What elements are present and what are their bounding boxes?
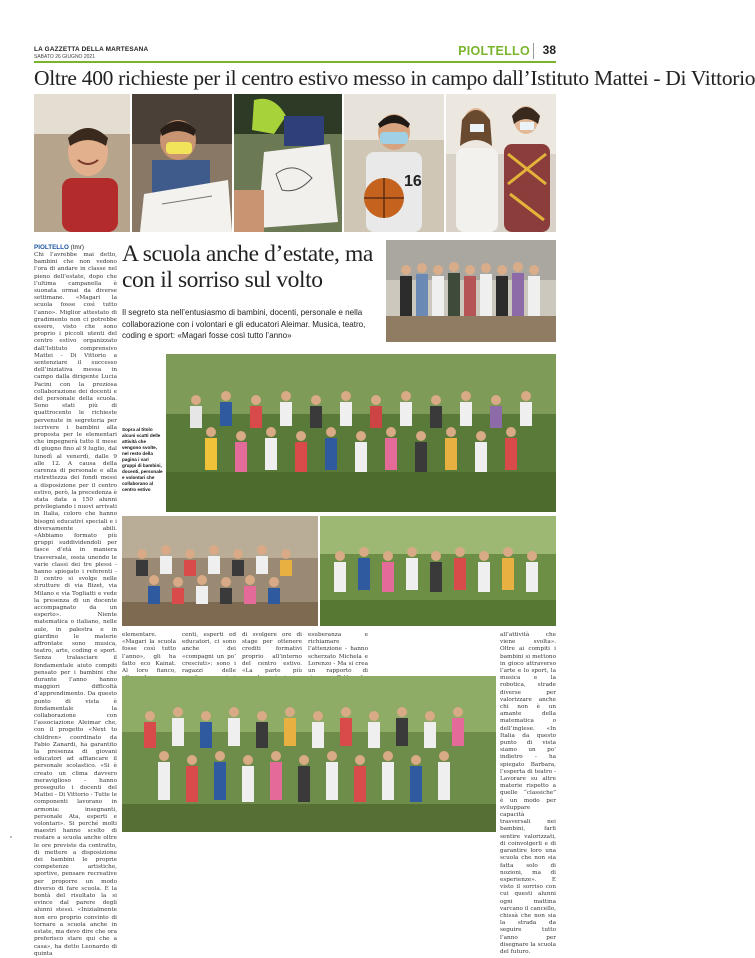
article-column-7: all’attività che viene svolta». Oltre ai compiti i bambini si mettono in gioco attraverso l’arte e lo sport, la musica e la robotica, strade diverse per valorizzare anche chi non è un amante della matematica o dell’inglese. «In Italia da questo punto di vista siamo un po’ indietro - ha spiegato Barbara, l’esperta di teatro - Lavorare su altre materie rispetto a quelle “classiche” è un modo per sviluppare capacità trasversali nei bambini, farli sentire valorizzati, di coinvolgerli e di garantire loro una scuola che non sia fatta solo di nozioni, ma di esperienze». E visto il sorriso con cui questi alunni ogni mattina varcano il cancello, chissà che non sia la strada da seguire tutto l’anno per disegnare la scuola del futuro. bbox=[500, 632, 556, 955]
article-column-3: elementare. «Magari la scuola fosse così tutto l’anno», gli ha fatto eco Kainat. Al loro fianco, bbox=[122, 632, 176, 675]
article-title: A scuola anche d’estate, ma con il sorriso sul volto bbox=[122, 241, 373, 293]
page-number: 38 bbox=[533, 43, 556, 59]
location-tag: (tmr) bbox=[70, 244, 84, 251]
article-column-2-text: «Si è creato un clima davvero meraviglioso - hanno proseguito i docenti del Mattei - Di Vittorio - Tutte le componenti lavorano in armonia: insegnanti, personale Ata, esperti e volontari». Si perché molti maestri hanno scelto di restare a scuola anche oltre le ore previste da contratto, di mettere a disposizione dei bambini le proprie competenze artistiche, sportive, pensare recreative per proporre un modo diverso di fare scuola. E la bontà del risultato la si evince dal parere degli alunni stessi. «Inizialmente non ero proprio convinto di tornare a scuola anche in estate, ma devo dire che ora preferisco stare qui che a casa», ha detto Leonardo di quinta bbox=[34, 763, 117, 957]
article-location bbox=[34, 244, 117, 251]
location-label: PIOLTELLO bbox=[34, 244, 69, 251]
page-mark bbox=[10, 836, 12, 838]
section-town: PIOLTELLO bbox=[458, 44, 530, 58]
masthead-rule bbox=[34, 61, 556, 63]
issue-date: SABATO 26 GIUGNO 2021 bbox=[34, 54, 95, 60]
photo-kid-drawing bbox=[132, 94, 232, 232]
photo-group-bench bbox=[122, 516, 318, 626]
page-headline: Oltre 400 richieste per il centro estivo messo in campo dall’Istituto Mattei - Di Vittorio bbox=[34, 66, 755, 90]
photo-group-bottom bbox=[122, 676, 496, 832]
svg-text:16: 16 bbox=[404, 173, 422, 190]
photo-group-garden bbox=[320, 516, 556, 626]
photo-drawing-paper bbox=[234, 94, 342, 232]
photo-staff-group bbox=[386, 240, 556, 342]
photo-kid-basketball bbox=[344, 94, 444, 232]
photo-boy-smiling bbox=[34, 94, 130, 232]
newspaper-name: LA GAZZETTA DELLA MARTESANA bbox=[34, 46, 149, 53]
article-column-5: di svolgere ore di stage per ottenere crediti formativi proprio all’interno del centro estivo. «La parte più bbox=[242, 632, 302, 675]
article-column-6: esuberanza e richiamare l’attenzione - hanno scherzato Michela e Lorenzo - Ma si crea un rapporto di bbox=[308, 632, 368, 675]
article-column-4: centi, esperti ed educatori, ci sono anche dei «compagni un po’ cresciuti»: sono i ragazzi delle bbox=[182, 632, 236, 675]
photo-caption: Sopra al titolo alcuni scatti delle attività che vengono svolte, nel resto della pagina i vari gruppi di bambini, docenti, personale e volontari che collaborano al centro estivo bbox=[122, 427, 163, 492]
photo-two-teachers bbox=[446, 94, 556, 232]
article-column-1: Chi l’avrebbe mai detto, bambini che non vedono l’ora di andare in classe nel pieno dell’estate, dopo che l’ultima campanella è suonata ormai da diverse settimane. «Magari la scuola fosse così tutto l’anno». Miglior attestato di gradimento non ci potrebbe essere, visto che sono proprio i piccoli utenti del centro estivo organizzato dall’Istituto comprensivo Mattei - Di Vittorio a sentenziare il successo dell’iniziativa messa in campo dalla dirigente Lucia Pacini con la preziosa collaborazione dei docenti e del personale della scuola. Sono stati più di quattrocento le richieste pervenute in segreteria per iscrivere i bambini alla proposta per le elementari che impegnerà tutto il mese di giugno fino al 9 luglio, dal lunedì al venerdì, dalle 9 alle 12. A causa della carenza di personale e alla ristrettezza dei fondi messi a disposizione per il centro estivo, però, la precedenza è stata data a 150 alunni privilegiando i nuovi arrivati in Italia, coloro che hanno bisogni educativi speciali e i diversamente abili. «Abbiamo formato più gruppi suddividendoli per fasce d’età in maniera trasversale, ossia unendo le varie classi dei tre plessi - hanno spiegato i referenti - Il centro si svolge nelle strutture di via Bizet, via Milano e via Togliatti e vede la presenza di un docente accompagnato da un esperto». Niente matematica o italiano, nelle aule, in palestra e in giardino le materie affrontate sono musica, teatro, arte, coding e sport. Senza tralasciare il fondamentale aiuto compiti pensato per i bambini che durante l’anno hanno maggiori difficoltà d’apprendimento. Da questo punto di vista è fondamentale la collaborazione con l’associazione Aleimar che, con il progetto «Next to children» coordinato da Fabio Zanardi, ha garantito la presenza di giovani educatori ad affiancare il personale scolastico. «Si è creato un clima davvero meraviglioso - hanno proseguito i docenti del Mattei - Di Vittorio - Tutte le componenti lavorano in armonia: insegnanti, personale Ata, esperti e volontari». Si perché molti maestri hanno scelto di restare a scuola anche oltre le ore previste da contratto, di mettere a disposizione dei bambini le proprie competenze artistiche, sportive, pensare recreative per proporre un modo diverso di fare scuola. E la bontà del risultato la si evince dal parere degli alunni stessi. «Inizialmente non ero proprio convinto di tornare a scuola anche in estate, ma devo dire che ora preferisco stare qui che a casa», ha detto Leonardo di quinta bbox=[34, 252, 117, 957]
photo-big-group bbox=[166, 354, 556, 512]
article-subhead: Il segreto sta nell’entusiasmo di bambini, docenti, personale e nella collaborazione con i volontari e gli educatori Aleimar. Musica, teatro, coding e sport: «Magari fosse così tutto l’anno» bbox=[122, 308, 366, 340]
